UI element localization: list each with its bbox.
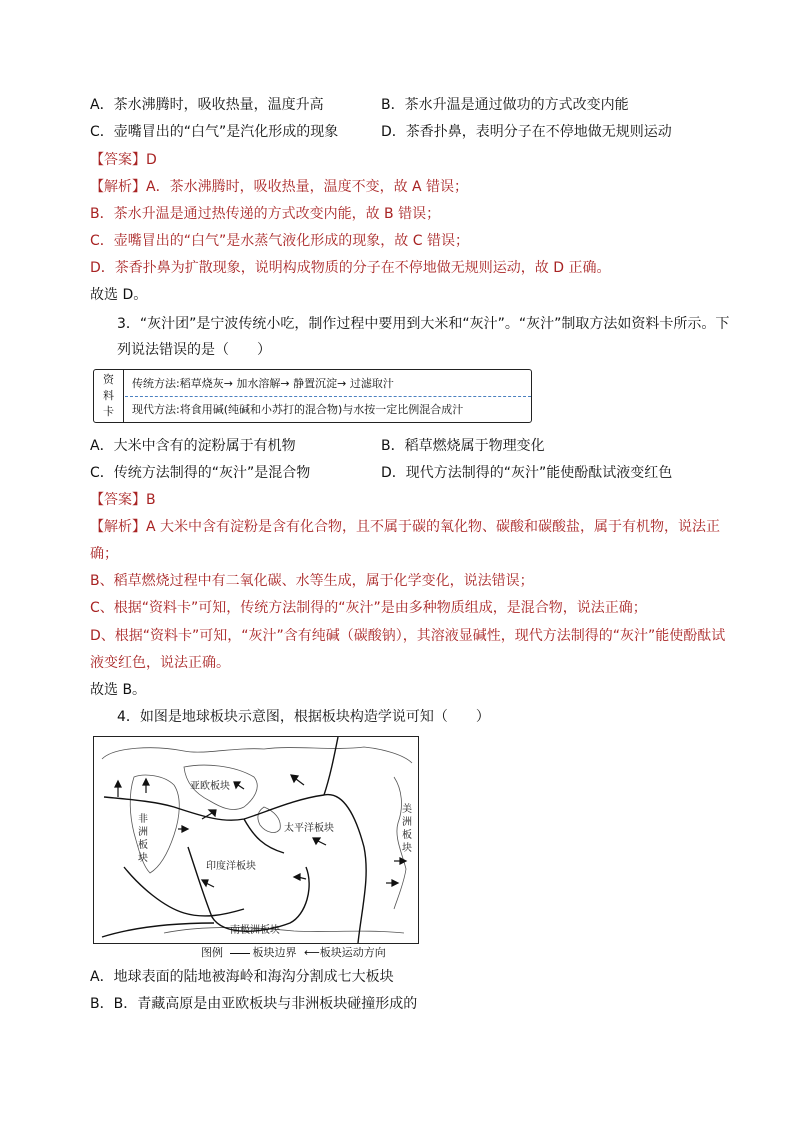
q3-analysis-6: 液变红色，说法正确。 <box>90 655 230 671</box>
card-side-char: 资 <box>103 373 114 386</box>
q4-option-a: A．地球表面的陆地被海岭和海沟分割成七大板块 <box>90 969 394 985</box>
legend-arrow-icon: ⟵ <box>304 946 320 959</box>
q2-analysis-3: C．壶嘴冒出的“白气”是水蒸气液化形成的现象，故 C 错误； <box>90 233 469 249</box>
analysis-tag: 【解析】 <box>90 519 146 535</box>
analysis-tag: 【解析】 <box>90 179 146 195</box>
q2-analysis-1 <box>90 177 468 197</box>
q3-option-c: C．传统方法制得的“灰汁”是混合物 <box>90 465 311 481</box>
q3-answer <box>90 490 156 510</box>
label-pacific-plate: 太平洋板块 <box>284 823 334 834</box>
q3-stem-line1: 3．“灰汁团”是宁波传统小吃，制作过程中要用到大米和“灰汁”。“灰汁”制取方法如资料卡所示。下 <box>117 316 730 332</box>
legend-motion-label: 板块运动方向 <box>319 946 386 959</box>
label-indian-plate: 印度洋板块 <box>206 861 256 872</box>
q2-option-b: B．茶水升温是通过做功的方式改变内能 <box>381 97 629 113</box>
q2-analysis-2: B．茶水升温是通过热传递的方式改变内能，故 B 错误； <box>90 206 441 222</box>
plate-map <box>93 736 419 944</box>
label-african-plate: 非洲板块 <box>138 814 148 864</box>
q3-analysis-5: D、根据“资料卡”可知，“灰汁”含有纯碱（碳酸钠），其溶液显碱性，现代方法制得的“灰汁”能使酚酞试 <box>90 628 726 644</box>
answer-tag: 【答案】 <box>90 492 146 508</box>
data-card-side-label <box>94 370 124 422</box>
label-american-plate: 美洲板块 <box>402 804 412 854</box>
analysis-text: A 大米中含有淀粉是含有化合物，且不属于碳的氧化物、碳酸和碳酸盐，属于有机物，说法正 <box>146 519 721 535</box>
card-modern-method: 现代方法:将食用碱(纯碱和小苏打的混合物)与水按一定比例混合成汁 <box>132 403 464 416</box>
data-card <box>93 369 532 423</box>
q3-analysis-1 <box>90 517 720 537</box>
card-side-char: 卡 <box>103 405 114 418</box>
map-legend <box>201 944 386 960</box>
label-antarctic-plate: 南极洲板块 <box>230 925 280 936</box>
q2-conclusion: 故选 D。 <box>90 287 148 303</box>
q3-stem-line2: 列说法错误的是（ ） <box>117 342 271 358</box>
card-divider <box>125 396 531 397</box>
card-side-char: 料 <box>103 389 114 402</box>
q2-option-a: A．茶水沸腾时，吸收热量，温度升高 <box>90 97 324 113</box>
q2-option-d: D．茶香扑鼻，表明分子在不停地做无规则运动 <box>381 124 672 140</box>
q3-option-a: A．大米中含有的淀粉属于有机物 <box>90 438 296 454</box>
answer-tag: 【答案】 <box>90 152 146 168</box>
legend-boundary-line <box>230 953 250 954</box>
q4-stem: 4．如图是地球板块示意图，根据板块构造学说可知（ ） <box>117 709 490 725</box>
analysis-text: A．茶水沸腾时，吸收热量，温度不变，故 A 错误； <box>146 179 469 195</box>
q3-analysis-4: C、根据“资料卡”可知，传统方法制得的“灰汁”是由多种物质组成，是混合物，说法正确； <box>90 600 647 616</box>
q2-answer <box>90 150 157 170</box>
legend-prefix: 图例 <box>201 946 223 959</box>
q3-conclusion: 故选 B。 <box>90 682 147 698</box>
q3-analysis-3: B、稻草燃烧过程中有二氧化碳、水等生成，属于化学变化，说法错误； <box>90 573 534 589</box>
q3-option-d: D．现代方法制得的“灰汁”能使酚酞试液变红色 <box>381 465 673 481</box>
q3-analysis-2: 确； <box>90 546 118 562</box>
q2-option-c: C．壶嘴冒出的“白气”是汽化形成的现象 <box>90 124 339 140</box>
answer-value: B <box>146 492 156 508</box>
label-eurasian-plate: 亚欧板块 <box>190 781 230 792</box>
answer-value: D <box>146 152 157 168</box>
q2-analysis-4: D．茶香扑鼻为扩散现象，说明构成物质的分子在不停地做无规则运动，故 D 正确。 <box>90 260 611 276</box>
q4-option-b: B．B．青藏高原是由亚欧板块与非洲板块碰撞形成的 <box>90 996 418 1012</box>
card-traditional-method: 传统方法:稻草烧灰→ 加水溶解→ 静置沉淀→ 过滤取汁 <box>132 377 394 390</box>
legend-boundary-label: 板块边界 <box>252 946 297 959</box>
q3-option-b: B．稻草燃烧属于物理变化 <box>381 438 545 454</box>
